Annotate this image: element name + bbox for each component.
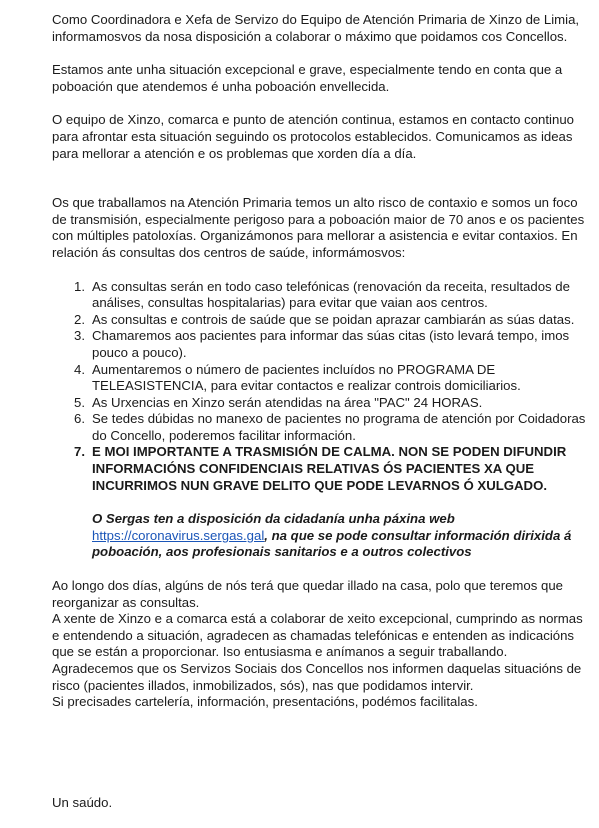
list-item-important xyxy=(52,444,587,494)
list-number: 5. xyxy=(74,394,85,410)
list-item-text: As consultas e controis de saúde que se poidan aprazar cambiarán as súas datas. xyxy=(92,311,575,327)
list-item-text: E MOI IMPORTANTE A TRASMISIÓN DE CALMA. NON SE PODEN DIFUNDIR INFORMACIÓNS CONFIDENCIAIS RELATIVAS ÓS PACIENTES XA QUE INCURRIMOS NUN GRAVE DELITO QUE PODE LEVARNOS Ó XULGADO. xyxy=(92,444,567,493)
list-number: 2. xyxy=(74,311,85,327)
list-number: 6. xyxy=(74,411,85,427)
sergas-note-text-continued: , na que se pode consultar información dirixida á poboación, aos profesionais sanitarios e a outros colectivos xyxy=(92,527,572,560)
list-item xyxy=(52,395,587,412)
list-item xyxy=(52,362,587,395)
list-item-text: Se tedes dúbidas no manexo de pacientes no programa de atención por Coidadoras do Concello, poderemos facilitar información. xyxy=(92,411,586,443)
sergas-note xyxy=(52,511,587,561)
list-item xyxy=(52,279,587,312)
list-item-text: Chamaremos aos pacientes para informar das súas citas (isto levará tempo, imos pouco a pouco). xyxy=(92,328,570,360)
sergas-note-text: O Sergas ten a disposición da cidadanía unha páxina web xyxy=(92,511,455,527)
signoff: Un saúdo. xyxy=(52,795,113,810)
situation-paragraph: Estamos ante unha situación excepcional e grave, especialmente tendo en conta que a poboación que atendemos é unha poboación envellecida. xyxy=(52,62,563,94)
list-item-text: Aumentaremos o número de pacientes incluídos no PROGRAMA DE TELEASISTENCIA, para evitar contactos e realizar controis domiciliarios. xyxy=(92,361,521,394)
measures-list xyxy=(52,279,587,495)
list-item-text: As Urxencias en Xinzo serán atendidas na área "PAC" 24 HORAS. xyxy=(92,394,483,410)
list-item xyxy=(52,312,587,329)
list-item xyxy=(52,411,587,444)
letter-body xyxy=(52,12,587,711)
materials-paragraph: Si precisades cartelería, información, presentacións, podémos facilitalas. xyxy=(52,694,478,710)
intro-paragraph: Como Coordinadora e Xefa de Servizo do Equipo de Atención Primaria de Xinzo de Limia, informamosvos da nosa disposición a colaborar o máximo que poidamos cos Concellos. xyxy=(52,12,580,44)
list-item xyxy=(52,328,587,361)
list-number: 3. xyxy=(74,328,85,344)
community-paragraph: A xente de Xinzo e a comarca está a colaborar de xeito excepcional, cumprindo as normas e entendendo a situación, agradecen as chamadas telefónicas e entenden as indicacións que se están a proporcionar. Iso entusiasma e anímanos a seguir traballando. Agradecemos que os Servizos Sociais dos Concellos nos informen daquelas situacións de risco (pacientes illados, inmobilizados, sós), nas que podidamos intervir. xyxy=(52,611,583,693)
list-number: 4. xyxy=(74,361,85,377)
sergas-link[interactable]: https://coronavirus.sergas.gal xyxy=(92,527,265,543)
list-number: 7. xyxy=(74,444,85,460)
isolation-paragraph: Ao longo dos días, algúns de nós terá que quedar illado na casa, polo que teremos que reorganizar as consultas. xyxy=(52,578,564,610)
primary-care-paragraph: Os que traballamos na Atención Primaria temos un alto risco de contaxio e somos un foco de transmisión, especialmente perigoso para a poboación maior de 70 anos e os pacientes con múltiples patoloxías. Organizámonos para mellorar a asistencia e evitar contaxios. En relación ás consultas dos centros de saúde, informámosvos: xyxy=(52,195,585,260)
list-number: 1. xyxy=(74,278,85,294)
list-item-text: As consultas serán en todo caso telefónicas (renovación da receita, resultados de análises, consultas hospitalarias) para evitar que vaian aos centros. xyxy=(92,278,570,311)
team-paragraph: O equipo de Xinzo, comarca e punto de atención continua, estamos en contacto continuo para afrontar esta situación seguindo os protocolos establecidos. Comunicamos as ideas para mellorar a atención e os problemas que xorden día a día. xyxy=(52,112,574,161)
